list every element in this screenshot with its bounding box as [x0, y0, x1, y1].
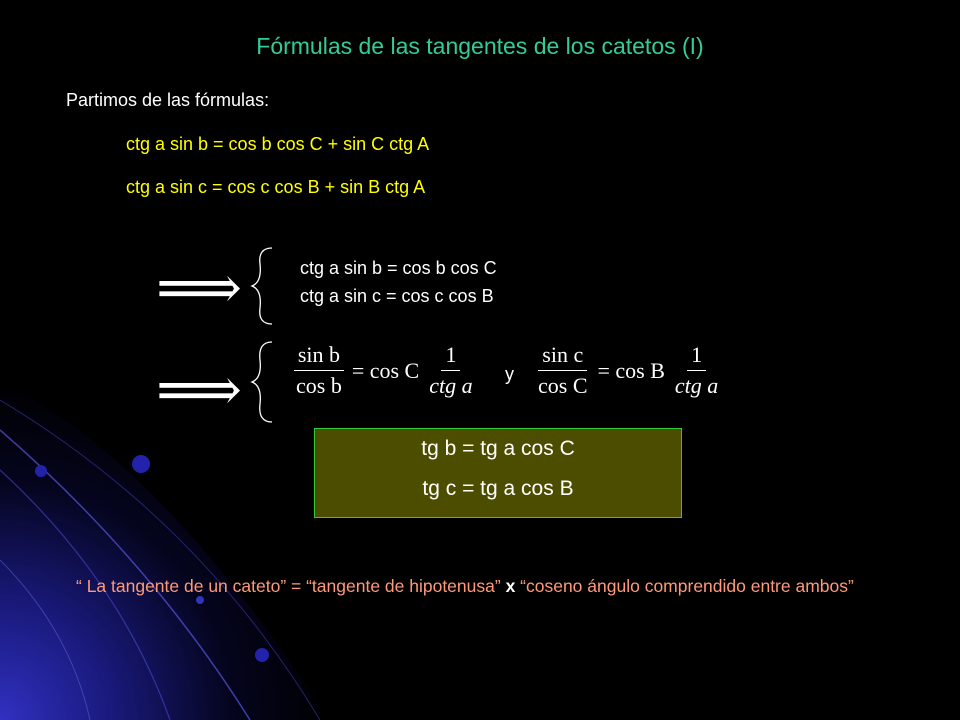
quote-part-2: “coseno ángulo comprendido entre ambos”	[515, 576, 854, 596]
equals-term: = cos B	[597, 357, 665, 383]
left-brace-icon	[248, 246, 278, 326]
system2-eq2	[534, 342, 722, 399]
fraction-numerator: 1	[441, 342, 460, 371]
fraction-denominator: cos C	[538, 373, 588, 398]
fraction	[292, 342, 346, 399]
fraction	[425, 342, 476, 399]
implies-arrow-icon: ⟹	[156, 253, 243, 323]
quote-multiply: x	[505, 576, 516, 596]
implies-arrow-icon: ⟹	[156, 355, 243, 425]
result-box	[314, 428, 682, 518]
formula-1: ctg a sin b = cos b cos C + sin C ctg A	[126, 134, 430, 154]
result-line-1: tg b = tg a cos C	[421, 437, 575, 460]
fraction	[671, 342, 722, 399]
fraction-denominator: ctg a	[429, 373, 473, 398]
intro-text: Partimos de las fórmulas:	[66, 90, 270, 110]
system2-eq1	[292, 342, 477, 399]
result-line-2: tg c = tg a cos B	[422, 477, 574, 500]
slide-title: Fórmulas de las tangentes de los catetos (I)	[256, 33, 704, 59]
connector-y: y	[505, 364, 514, 384]
fraction	[534, 342, 592, 399]
equals-term: = cos C	[351, 357, 420, 383]
fraction-denominator: ctg a	[674, 373, 719, 398]
fraction-numerator: 1	[687, 342, 706, 371]
system1-eq1: ctg a sin b = cos b cos C	[300, 258, 497, 278]
formula-2: ctg a sin c = cos c cos B + sin B ctg A	[126, 177, 426, 197]
fraction-denominator: cos b	[296, 373, 342, 398]
fraction-numerator: sin b	[294, 342, 344, 371]
system1-eq2: ctg a sin c = cos c cos B	[300, 286, 494, 306]
left-brace-icon	[248, 340, 278, 424]
quote-text	[76, 574, 876, 598]
quote-part-1: “ La tangente de un cateto” = “tangente de hipotenusa”	[76, 576, 506, 596]
fraction-numerator: sin c	[538, 342, 587, 371]
